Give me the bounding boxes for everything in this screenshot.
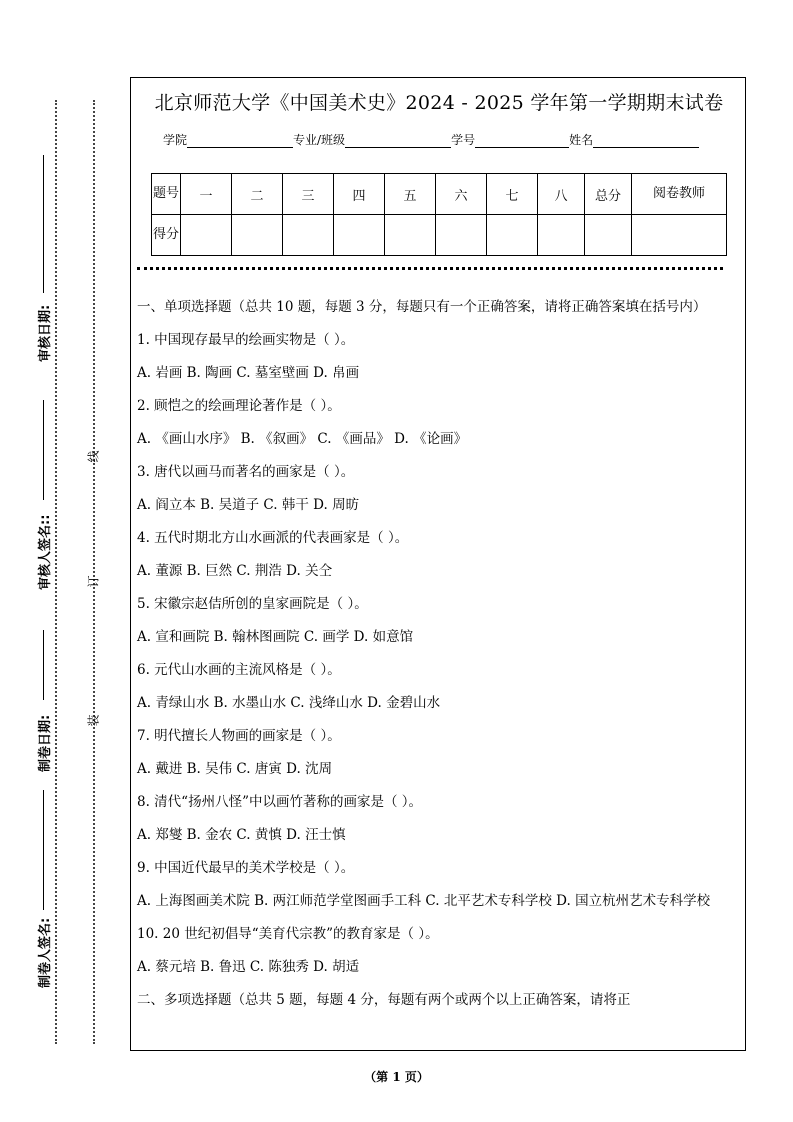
score-header-cell: 二	[232, 174, 283, 215]
question-options: A. 宣和画院 B. 翰林图画院 C. 画学 D. 如意馆	[137, 629, 414, 645]
question-text: 3. 唐代以画马而著名的画家是（ ）。	[137, 464, 355, 480]
question-options: A. 戴进 B. 吴伟 C. 唐寅 D. 沈周	[137, 761, 333, 777]
name-field[interactable]	[593, 133, 699, 148]
maker-sign-line	[43, 790, 44, 910]
binding-dotted-line-right	[93, 100, 95, 1044]
score-cell[interactable]	[585, 215, 632, 256]
binding-dotted-line-left	[55, 100, 57, 1044]
score-header-cell: 阅卷教师	[632, 174, 727, 215]
dotted-separator	[137, 267, 723, 270]
exam-title: 北京师范大学《中国美术史》2024 - 2025 学年第一学期期末试卷	[154, 92, 724, 114]
binding-char-line: 线	[86, 450, 101, 463]
score-header-cell: 七	[487, 174, 538, 215]
question-options: A. 阎立本 B. 吴道子 C. 韩干 D. 周昉	[137, 497, 360, 513]
question-text: 8. 清代“扬州八怪”中以画竹著称的画家是（ ）。	[137, 794, 423, 810]
question-options: A. 董源 B. 巨然 C. 荆浩 D. 关仝	[137, 563, 333, 579]
score-header-cell: 三	[283, 174, 334, 215]
score-header-cell: 六	[436, 174, 487, 215]
major-field[interactable]	[345, 133, 451, 148]
college-field[interactable]	[187, 133, 293, 148]
score-header-cell: 总分	[585, 174, 632, 215]
score-header-cell: 题号	[152, 174, 181, 215]
score-cell[interactable]	[334, 215, 385, 256]
maker-sign-label: 制卷人签名:	[38, 917, 53, 988]
score-cell[interactable]	[632, 215, 727, 256]
question-text: 10. 20 世纪初倡导“美育代宗教”的教育家是（ ）。	[137, 926, 439, 942]
reviewer-sign-line	[43, 400, 44, 500]
student-id-field[interactable]	[475, 133, 569, 148]
score-header-cell: 四	[334, 174, 385, 215]
name-label: 姓名	[569, 133, 594, 147]
score-cell[interactable]	[181, 215, 232, 256]
question-options: A. 岩画 B. 陶画 C. 墓室壁画 D. 帛画	[137, 365, 360, 381]
student-info-row	[163, 131, 699, 148]
score-header-cell: 一	[181, 174, 232, 215]
score-table-header-row	[152, 174, 727, 215]
make-date-label: 制卷日期:	[38, 714, 53, 772]
review-date-label: 审核日期:	[38, 304, 53, 362]
question-text: 9. 中国近代最早的美术学校是（ ）。	[137, 860, 355, 876]
question-text: 1. 中国现存最早的绘画实物是（ ）。	[137, 332, 355, 348]
section-2-heading: 二、多项选择题（总共 5 题，每题 4 分，每题有两个或两个以上正确答案，请将正	[137, 992, 631, 1008]
question-options: A. 蔡元培 B. 鲁迅 C. 陈独秀 D. 胡适	[137, 959, 360, 975]
question-content	[137, 296, 741, 1022]
make-date-line	[43, 630, 44, 700]
binding-char-order: 订	[86, 575, 101, 588]
review-date-line	[43, 155, 44, 293]
question-text: 2. 顾恺之的绘画理论著作是（ ）。	[137, 398, 341, 414]
question-options: A. 上海图画美术院 B. 两江师范学堂图画手工科 C. 北平艺术专科学校 D. 国立杭州艺术专科学校	[137, 893, 711, 909]
score-cell[interactable]	[283, 215, 334, 256]
reviewer-sign-label: 审核人签名::	[38, 514, 53, 590]
question-options: A. 郑燮 B. 金农 C. 黄慎 D. 汪士慎	[137, 827, 346, 843]
section-1-heading: 一、单项选择题（总共 10 题，每题 3 分，每题只有一个正确答案，请将正确答案填在括号内）	[137, 299, 707, 315]
score-cell[interactable]	[436, 215, 487, 256]
question-text: 5. 宋徽宗赵佶所创的皇家画院是（ ）。	[137, 596, 368, 612]
score-header-cell: 五	[385, 174, 436, 215]
binding-char-pack: 装	[86, 714, 101, 727]
score-cell[interactable]	[385, 215, 436, 256]
question-options: A. 青绿山水 B. 水墨山水 C. 浅绛山水 D. 金碧山水	[137, 695, 441, 711]
score-table-score-row	[152, 215, 727, 256]
college-label: 学院	[163, 133, 188, 147]
score-header-cell: 八	[538, 174, 585, 215]
question-options: A. 《画山水序》 B. 《叙画》 C. 《画品》 D. 《论画》	[137, 431, 468, 447]
page-footer: （第 1 页）	[364, 1070, 429, 1084]
student-id-label: 学号	[451, 133, 476, 147]
score-cell[interactable]	[538, 215, 585, 256]
score-cell[interactable]	[232, 215, 283, 256]
score-table	[151, 173, 727, 256]
score-cell[interactable]	[487, 215, 538, 256]
score-row-label: 得分	[152, 215, 181, 256]
question-text: 4. 五代时期北方山水画派的代表画家是（ ）。	[137, 530, 409, 546]
question-text: 7. 明代擅长人物画的画家是（ ）。	[137, 728, 341, 744]
question-text: 6. 元代山水画的主流风格是（ ）。	[137, 662, 341, 678]
major-label: 专业/班级	[293, 133, 346, 147]
exam-frame	[130, 77, 746, 1051]
